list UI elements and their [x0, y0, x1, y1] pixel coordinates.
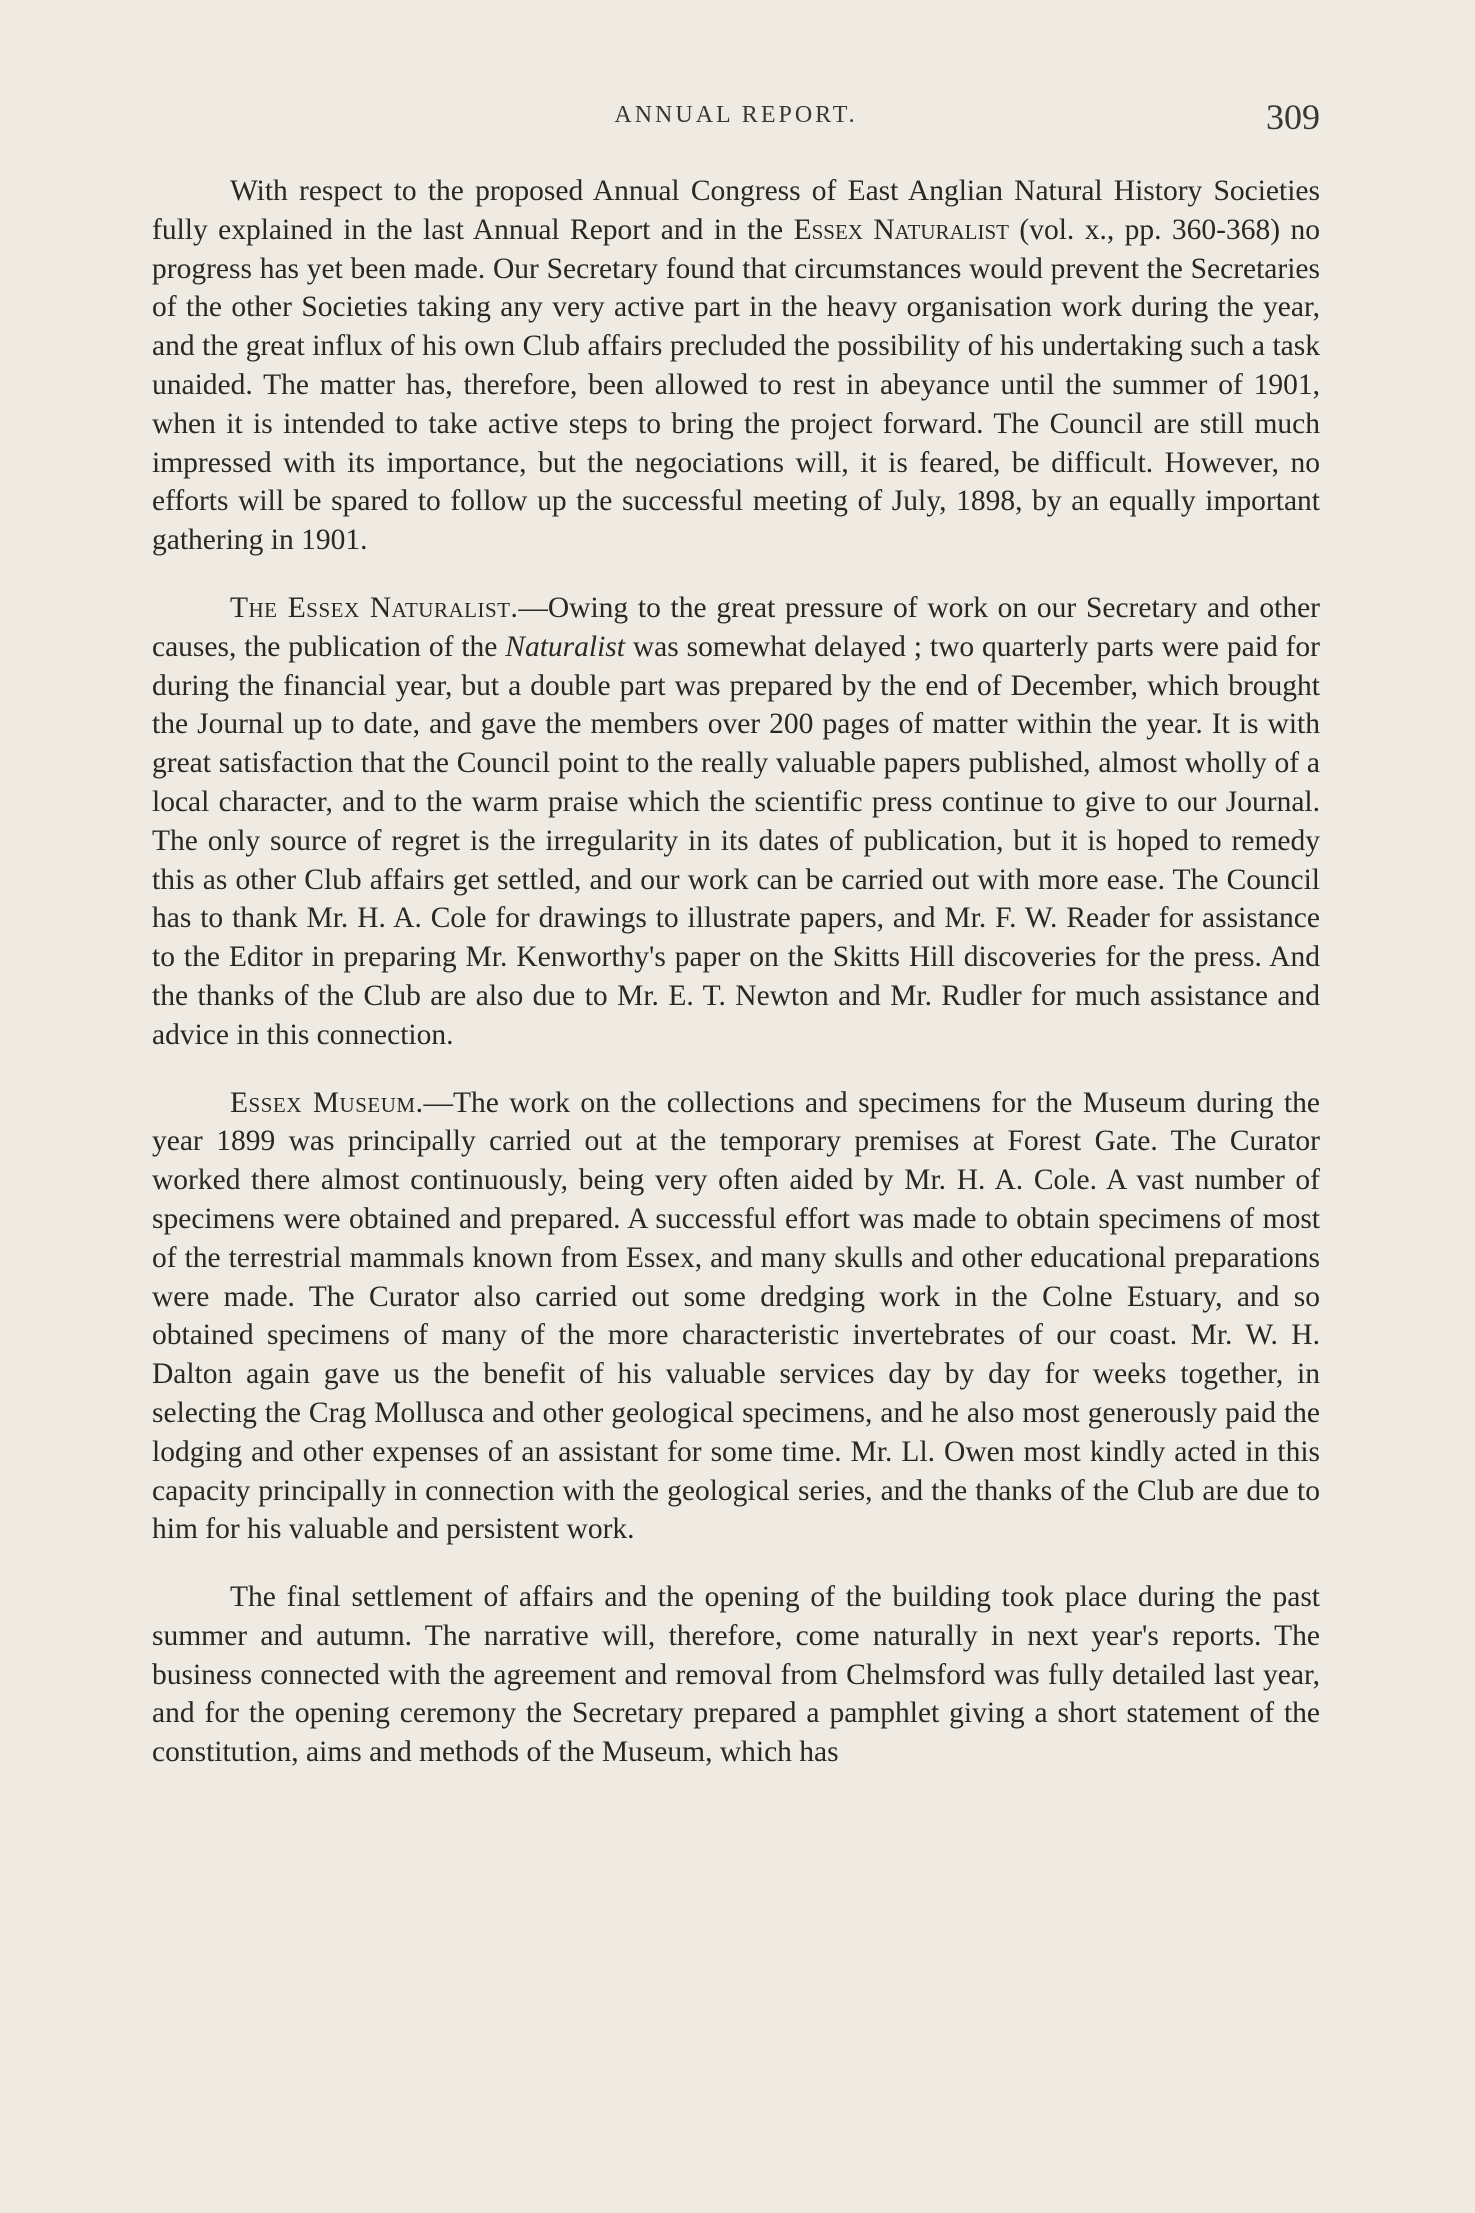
section-lead: The Essex Naturalist.: [230, 591, 519, 624]
paragraph-text: With respect to the proposed Annual Congress of East Anglian Natural History Societies fully explained in the last Annual Report and in the: [152, 175, 1320, 246]
journal-name: Naturalist: [505, 630, 625, 663]
paragraph-text: The final settlement of affairs and the opening of the building took place during the past summer and autumn. The narrative will, therefore, come naturally in next year's reports. The business connected with the agreement and removal from Chelmsford was fully detailed last year, and for the opening ceremony the Secretary prepared a pamphlet giving a short statement of the constitution, aims and methods of the Museum, which has: [152, 1581, 1320, 1769]
paragraph-congress: [152, 172, 1320, 560]
page-number: 309: [1266, 97, 1320, 137]
journal-name: Essex Naturalist: [793, 213, 1009, 246]
section-lead: Essex Museum.: [230, 1086, 424, 1119]
running-title: ANNUAL REPORT.: [614, 102, 858, 128]
paragraph-text: —Owing to the great pressure of work on our Secretary and other causes, the publication of the: [152, 591, 1320, 663]
paragraph-essex-museum: [152, 1084, 1320, 1550]
body-text: [152, 172, 1320, 1801]
paragraph-text: —The work on the collections and specimens for the Museum during the year 1899 was principally carried out at the temporary premises at Forest Gate. The Curator worked there almost continuously, being very often aided by Mr. H. A. Cole. A vast number of specimens were obtained and prepared. A successful effort was made to obtain specimens of most of the terrestrial mammals known from Essex, and many skulls and other educational preparations were made. The Curator also carried out some dredging work in the Colne Estuary, and so obtained specimens of many of the more characteristic invertebrates of our coast. Mr. W. H. Dalton again gave us the benefit of his valuable services day by day for weeks together, in selecting the Crag Mollusca and other geological specimens, and he also most generously paid the lodging and other expenses of an assistant for some time. Mr. Ll. Owen most kindly acted in this capacity principally in connection with the geological series, and the thanks of the Club are due to him for his valuable and persistent work.: [152, 1086, 1320, 1546]
paragraph-essex-naturalist: [152, 589, 1320, 1055]
paragraph-final-settlement: [152, 1578, 1320, 1772]
paragraph-text: (vol. x., pp. 360-368) no progress has yet been made. Our Secretary found that circumstances would prevent the Secretaries of the other Societies taking any very active part in the heavy organisation work during the year, and the great influx of his own Club affairs precluded the possibility of his undertaking such a task unaided. The matter has, therefore, been allowed to rest in abeyance until the summer of 1901, when it is intended to take active steps to bring the project forward. The Council are still much impressed with its importance, but the negociations will, it is feared, be difficult. However, no efforts will be spared to follow up the successful meeting of July, 1898, by an equally important gathering in 1901.: [152, 213, 1320, 557]
paragraph-text: was somewhat delayed ; two quarterly parts were paid for during the financial year, but a double part was prepared by the end of December, which brought the Journal up to date, and gave the members over 200 pages of matter within the year. It is with great satisfaction that the Council point to the really valuable papers published, almost wholly of a local character, and to the warm praise which the scientific press continue to give to our Journal. The only source of regret is the irregularity in its dates of publication, but it is hoped to remedy this as other Club affairs get settled, and our work can be carried out with more ease. The Council has to thank Mr. H. A. Cole for drawings to illustrate papers, and Mr. F. W. Reader for assistance to the Editor in preparing Mr. Kenworthy's paper on the Skitts Hill discoveries for the press. And the thanks of the Club are also due to Mr. E. T. Newton and Mr. Rudler for much assistance and advice in this connection.: [152, 630, 1320, 1051]
running-head: [152, 96, 1320, 146]
